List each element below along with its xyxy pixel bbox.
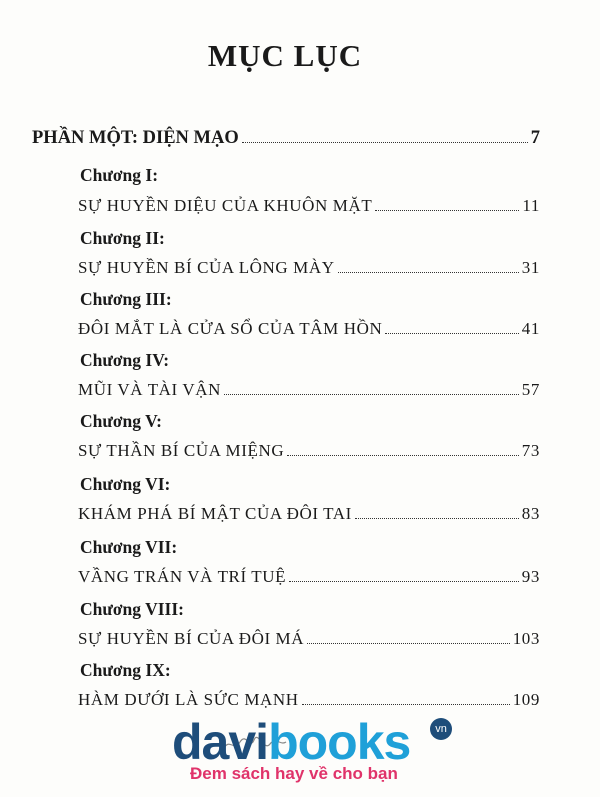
toc-entry-title: HÀM DƯỚI LÀ SỨC MẠNH [78, 690, 299, 709]
toc-part-entry [32, 128, 540, 149]
chapter-label: Chương VI: [80, 474, 171, 494]
dot-leader [355, 518, 519, 519]
part-page-number: 7 [530, 128, 540, 148]
toc-entry-title: KHÁM PHÁ BÍ MẬT CỦA ĐÔI TAI [78, 504, 352, 523]
brand-part-books: books [268, 714, 411, 770]
toc-entry [78, 196, 540, 216]
dot-leader [385, 333, 518, 334]
publisher-watermark [172, 712, 472, 792]
chapter-label: Chương IX: [80, 660, 171, 680]
brand-tagline: Đem sách hay về cho bạn [190, 764, 398, 783]
toc-entry-page: 103 [512, 629, 540, 648]
toc-entry-title: VẦNG TRÁN VÀ TRÍ TUỆ [78, 567, 287, 586]
toc-entry-page: 41 [521, 319, 540, 338]
dot-leader [289, 581, 519, 582]
dot-leader [302, 704, 510, 705]
toc-entry-title: SỰ HUYỀN BÍ CỦA ĐÔI MÁ [78, 629, 305, 648]
toc-entry-title: MŨI VÀ TÀI VẬN [78, 380, 221, 399]
toc-entry [78, 319, 540, 339]
toc-entry-page: 57 [521, 380, 540, 399]
chapter-label: Chương III: [80, 289, 172, 309]
toc-entry [78, 380, 540, 400]
toc-entry [78, 504, 540, 524]
toc-entry [78, 567, 540, 587]
toc-entry-page: 83 [521, 504, 540, 523]
dot-leader [287, 455, 519, 456]
toc-entry-title: ĐÔI MẮT LÀ CỬA SỔ CỦA TÂM HỒN [78, 319, 383, 338]
dot-leader [307, 643, 510, 644]
chapter-label: Chương V: [80, 411, 162, 431]
brand-logo [172, 712, 410, 772]
dot-leader [242, 142, 528, 143]
toc-entry [78, 441, 540, 461]
chapter-label: Chương I: [80, 165, 159, 185]
toc-entry-page: 93 [521, 567, 540, 586]
chapter-label: Chương IV: [80, 350, 170, 370]
toc-entry-title: SỰ HUYỀN DIỆU CỦA KHUÔN MẶT [78, 196, 373, 215]
dot-leader [224, 394, 519, 395]
dot-leader [338, 272, 519, 273]
part-label: PHẦN MỘT: DIỆN MẠO [32, 128, 239, 148]
toc-entry [78, 258, 540, 278]
toc-entry-page: 109 [512, 690, 540, 709]
toc-entry [78, 690, 540, 710]
toc-entry-page: 11 [522, 196, 540, 215]
page-title: MỤC LỤC [207, 38, 363, 73]
toc-entry [78, 629, 540, 649]
dot-leader [375, 210, 519, 211]
toc-entry-page: 73 [521, 441, 540, 460]
chapter-label: Chương II: [80, 228, 165, 248]
vn-badge: vn [430, 718, 452, 740]
toc-entry-title: SỰ THẦN BÍ CỦA MIỆNG [78, 441, 285, 460]
toc-entry-page: 31 [521, 258, 540, 277]
brand-part-davi: davi [172, 714, 269, 770]
chapter-label: Chương VII: [80, 537, 178, 557]
chapter-label: Chương VIII: [80, 599, 185, 619]
toc-entry-title: SỰ HUYỀN BÍ CỦA LÔNG MÀY [78, 258, 335, 277]
